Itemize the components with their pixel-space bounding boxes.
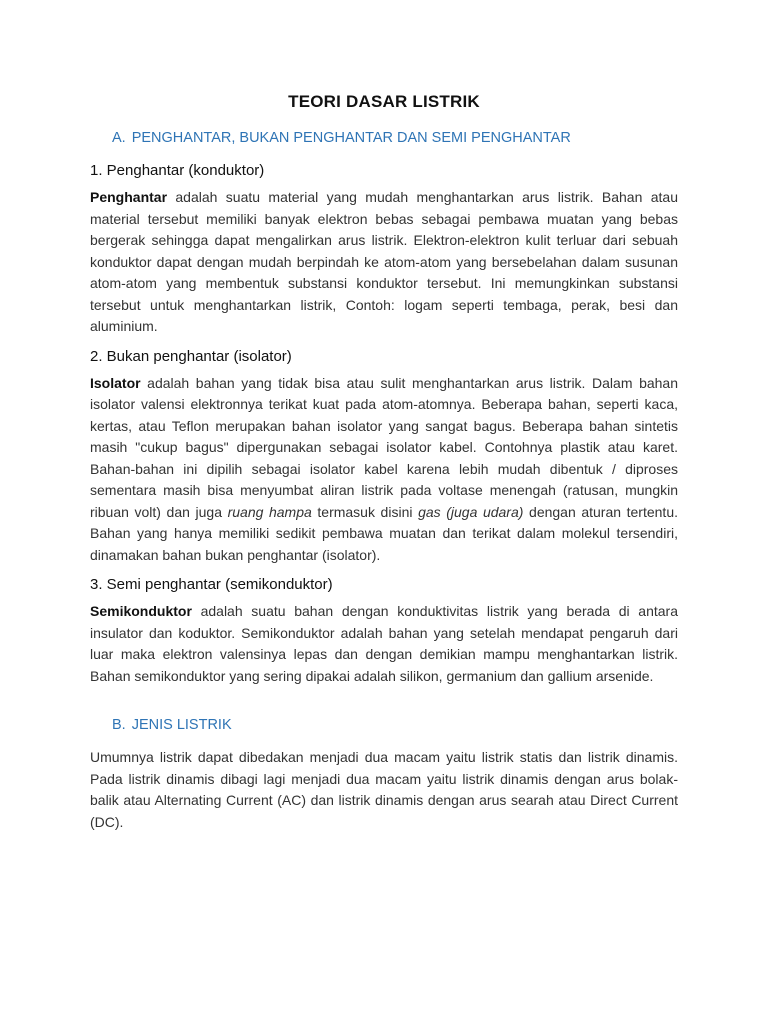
- term-semikonduktor: Semikonduktor: [90, 603, 192, 619]
- paragraph-text: adalah suatu material yang mudah menghantarkan arus listrik. Bahan atau material tersebut memiliki banyak elektron bebas sebagai pembawa muatan yang bebas bergerak sehingga dapat mengalirkan arus listrik. Elektron-elektron kulit terluar dari sebuah konduktor dapat dengan mudah berpindah ke atom-atom yang bersebelahan dalam susunan atom-atom yang membentuk substansi konduktor tersebut. Ini memungkinkan substansi tersebut untuk menghantarkan listrik, Contoh: logam seperti tembaga, perak, besi dan aluminium.: [90, 189, 678, 334]
- section-b-paragraph: Umumnya listrik dapat dibedakan menjadi dua macam yaitu listrik statis dan listrik dinamis. Pada listrik dinamis dibagi lagi menjadi dua macam yaitu listrik dinamis dengan arus bolak-balik atau Alternating Current (AC) dan listrik dinamis dengan arus searah atau Direct Current (DC).: [90, 749, 678, 830]
- italic-term-gas: gas (juga udara): [418, 503, 524, 520]
- term-penghantar: Penghantar: [90, 189, 168, 205]
- subsection-3-paragraph: [90, 601, 678, 687]
- section-a-title: PENGHANTAR, BUKAN PENGHANTAR DAN SEMI PENGHANTAR: [131, 130, 571, 146]
- section-b-number: B.: [112, 717, 126, 733]
- document-page: [90, 92, 678, 843]
- document-title: TEORI DASAR LISTRIK: [288, 92, 480, 111]
- subsection-3-heading: 3. Semi penghantar (semikonduktor): [90, 576, 333, 593]
- subsection-1-paragraph: [90, 187, 678, 338]
- section-a-number: A.: [112, 130, 126, 146]
- italic-term-ruang-hampa: ruang hampa: [227, 503, 312, 520]
- term-isolator: Isolator: [90, 374, 141, 391]
- section-b-title: JENIS LISTRIK: [131, 717, 232, 733]
- subsection-2-paragraph: [90, 373, 678, 567]
- section-a-heading: [90, 130, 678, 146]
- paragraph-text: dengan aturan tertentu. Bahan yang hanya memiliki sedikit pembawa muatan dan terikat dalam molekul tersendiri, dinamakan bahan bukan penghantar (isolator).: [90, 503, 678, 563]
- section-b-heading: [90, 717, 678, 733]
- paragraph-text: adalah suatu bahan dengan konduktivitas listrik yang berada di antara insulator dan koduktor. Semikonduktor adalah bahan yang setelah mendapat pengaruh dari luar maka elektron valensinya lepas dan dengan demikian mampu menghantarkan listrik. Bahan semikonduktor yang sering dipakai adalah silikon, germanium dan gallium arsenide.: [90, 603, 678, 684]
- paragraph-text: termasuk disini: [311, 503, 419, 520]
- paragraph-text: adalah bahan yang tidak bisa atau sulit menghantarkan arus listrik. Dalam bahan isolator valensi elektronnya terikat kuat pada atom-atomnya. Beberapa bahan, seperti kaca, kertas, atau Teflon merupakan bahan isolator yang sangat bagus. Beberapa bahan sintetis masih "cukup bagus" dipergunakan sebagai isolator kabel. Contohnya plastik atau karet. Bahan-bahan ini dipilih sebagai isolator kabel karena lebih mudah dibentuk / diproses sementara masih bisa menyumbat aliran listrik pada voltase menengah (ratusan, mungkin ribuan volt) dan juga: [90, 374, 678, 520]
- subsection-2-heading: 2. Bukan penghantar (isolator): [90, 347, 292, 365]
- subsection-1-heading: 1. Penghantar (konduktor): [90, 162, 265, 179]
